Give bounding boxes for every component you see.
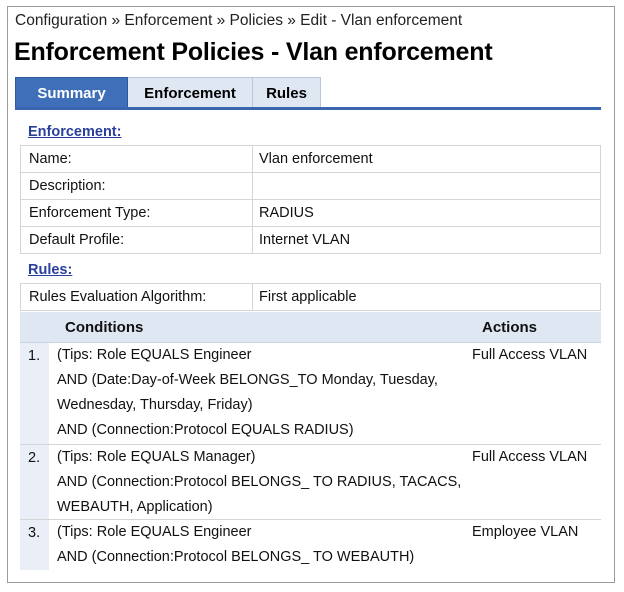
column-divider — [252, 173, 253, 199]
tab-enforcement[interactable]: Enforcement — [128, 77, 253, 108]
tab-summary[interactable]: Summary — [15, 77, 128, 108]
enforcement-type-value: RADIUS — [259, 205, 314, 221]
rule-row — [20, 445, 601, 520]
actions-header: Actions — [482, 319, 538, 336]
condition-line: (Tips: Role EQUALS Engineer — [57, 524, 252, 540]
rules-algorithm-row — [20, 284, 601, 311]
condition-line: WEBAUTH, Application) — [57, 499, 213, 515]
name-label: Name: — [29, 151, 72, 167]
enforcement-section-header — [20, 119, 601, 146]
column-divider — [252, 146, 253, 172]
conditions-header: Conditions — [65, 319, 144, 336]
condition-line: AND (Connection:Protocol BELONGS_ TO WEBAUTH) — [57, 549, 415, 565]
default-profile-label: Default Profile: — [29, 232, 125, 248]
rules-section-link[interactable]: Rules: — [28, 262, 73, 278]
rule-conditions — [57, 445, 461, 520]
enforcement-type-row — [20, 200, 601, 227]
rule-action: Employee VLAN — [472, 524, 579, 540]
enforcement-type-label: Enforcement Type: — [29, 205, 151, 221]
rule-number: 1. — [28, 348, 41, 364]
condition-line: AND (Connection:Protocol EQUALS RADIUS) — [57, 422, 354, 438]
rules-algorithm-label: Rules Evaluation Algorithm: — [29, 289, 207, 305]
column-divider — [252, 227, 253, 253]
name-row — [20, 146, 601, 173]
tab-rules[interactable]: Rules — [253, 77, 321, 108]
rule-number: 2. — [28, 450, 41, 466]
name-value: Vlan enforcement — [259, 151, 373, 167]
rule-number: 3. — [28, 525, 41, 541]
rules-table-header — [20, 312, 601, 343]
rule-row — [20, 343, 601, 445]
description-row — [20, 173, 601, 200]
rule-conditions — [57, 520, 414, 570]
tab-underline — [15, 107, 601, 110]
column-divider — [252, 200, 253, 226]
condition-line: (Tips: Role EQUALS Manager) — [57, 449, 256, 465]
rule-conditions — [57, 343, 438, 443]
page-title: Enforcement Policies - Vlan enforcement — [14, 38, 493, 66]
condition-line: AND (Date:Day-of-Week BELONGS_TO Monday, Tuesday, — [57, 372, 438, 388]
default-profile-row — [20, 227, 601, 254]
condition-line: Wednesday, Thursday, Friday) — [57, 397, 253, 413]
rule-action: Full Access VLAN — [472, 347, 588, 363]
description-label: Description: — [29, 178, 106, 194]
tab-bar — [15, 77, 315, 108]
column-divider — [252, 284, 253, 310]
rules-algorithm-value: First applicable — [259, 289, 357, 305]
default-profile-value: Internet VLAN — [259, 232, 351, 248]
condition-line: (Tips: Role EQUALS Engineer — [57, 347, 252, 363]
condition-line: AND (Connection:Protocol BELONGS_ TO RADIUS, TACACS, — [57, 474, 462, 490]
rule-row — [20, 520, 601, 570]
rules-section-header — [20, 257, 601, 284]
breadcrumb: Configuration » Enforcement » Policies » Edit - Vlan enforcement — [15, 12, 463, 29]
rule-action: Full Access VLAN — [472, 449, 588, 465]
enforcement-section-link[interactable]: Enforcement: — [28, 124, 122, 140]
